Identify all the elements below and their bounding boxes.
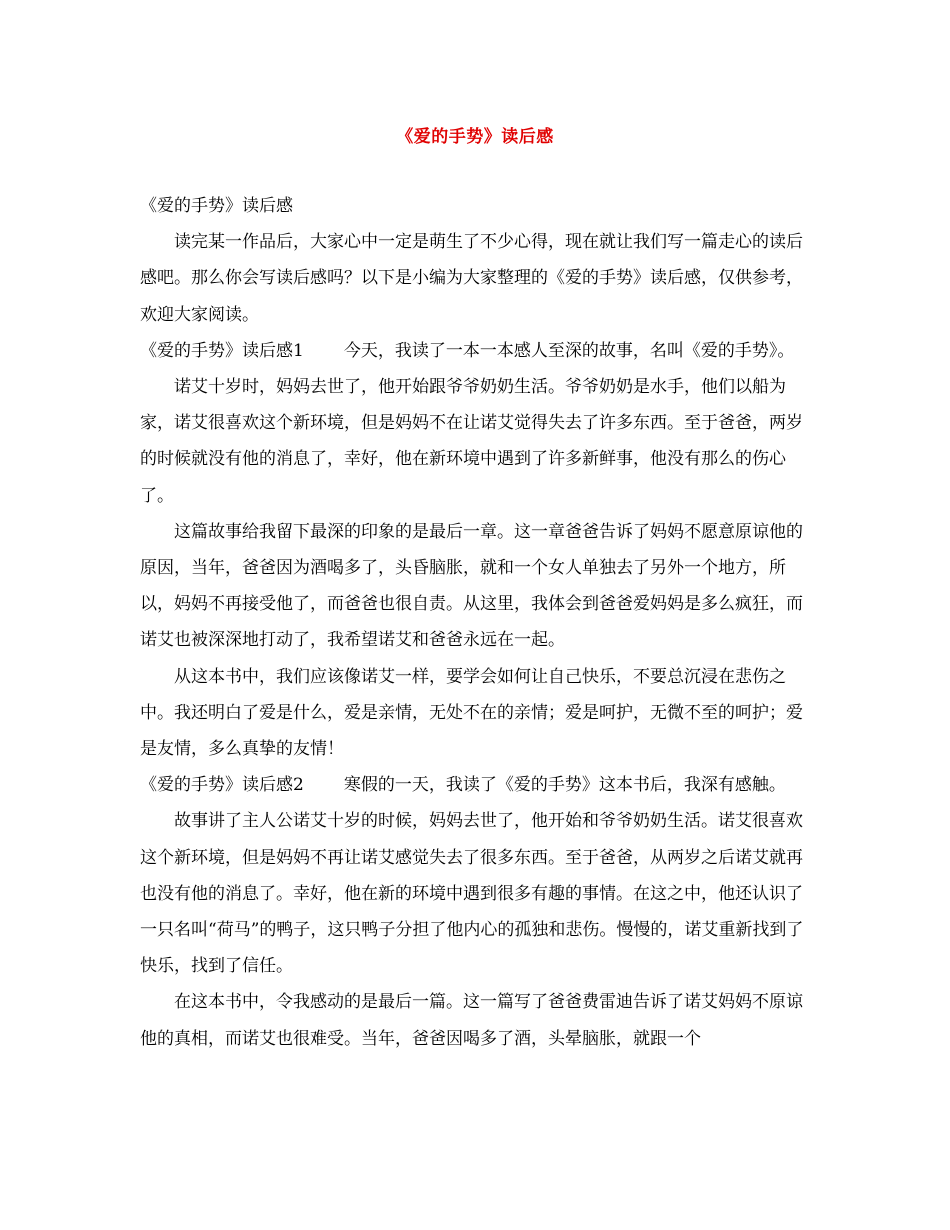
document-title: 《爱的手势》读后感	[396, 127, 554, 147]
essay1-lead: 今天，我读了一本一本感人至深的故事，名叫《爱的手势》。	[343, 340, 795, 361]
essay1-paragraph-3: 从这本书中，我们应该像诺艾一样，要学会如何让自己快乐，不要总沉浸在悲伤之中。我还明白了爱是什么，爱是亲情，无处不在的亲情；爱是呵护，无微不至的呵护；爱是友情，多么真挚的友情！	[140, 666, 803, 760]
essay2-heading-line	[140, 767, 810, 803]
intro-paragraph: 读完某一作品后，大家心中一定是萌生了不少心得，现在就让我们写一篇走心的读后感吧。那么你会写读后感吗？以下是小编为大家整理的《爱的手势》读后感，仅供参考，欢迎大家阅读。	[140, 232, 803, 325]
essay1-paragraph-2: 这篇故事给我留下最深的印象的是最后一章。这一章爸爸告诉了妈妈不愿意原谅他的原因，当年，爸爸因为酒喝多了，头昏脑胀，就和一个女人单独去了另外一个地方，所以，妈妈不再接受他了，而爸爸也很自责。从这里，我体会到爸爸爱妈妈是多么疯狂，而诺艾也被深深地打动了，我希望诺艾和爸爸永远在一起。	[140, 521, 803, 651]
essay2-heading: 《爱的手势》读后感2	[140, 775, 304, 796]
essay1-heading-line	[140, 333, 810, 369]
document-subtitle: 《爱的手势》读后感	[140, 196, 293, 216]
essay1-paragraph-1: 诺艾十岁时，妈妈去世了，他开始跟爷爷奶奶生活。爷爷奶奶是水手，他们以船为家，诺艾很喜欢这个新环境，但是妈妈不在让诺艾觉得失去了许多东西。至于爸爸，两岁的时候就没有他的消息了，幸好，他在新环境中遇到了许多新鲜事，他没有那么的伤心了。	[140, 377, 803, 506]
essay1-heading: 《爱的手势》读后感1	[140, 340, 304, 361]
essay2-paragraph-1: 故事讲了主人公诺艾十岁的时候，妈妈去世了，他开始和爷爷奶奶生活。诺艾很喜欢这个新环境，但是妈妈不再让诺艾感觉失去了很多东西。至于爸爸，从两岁之后诺艾就再也没有他的消息了。幸好，他在新的环境中遇到很多有趣的事情。在这之中，他还认识了一只名叫“荷马”的鸭子，这只鸭子分担了他内心的孤独和悲伤。慢慢的，诺艾重新找到了快乐，找到了信任。	[140, 811, 804, 977]
essay2-lead: 寒假的一天，我读了《爱的手势》这本书后，我深有感触。	[343, 775, 786, 796]
document-body	[140, 188, 810, 1057]
essay2-paragraph-2: 在这本书中，令我感动的是最后一篇。这一篇写了爸爸费雷迪告诉了诺艾妈妈不原谅他的真相，而诺艾也很难受。当年，爸爸因喝多了酒，头晕脑胀，就跟一个	[140, 992, 803, 1049]
